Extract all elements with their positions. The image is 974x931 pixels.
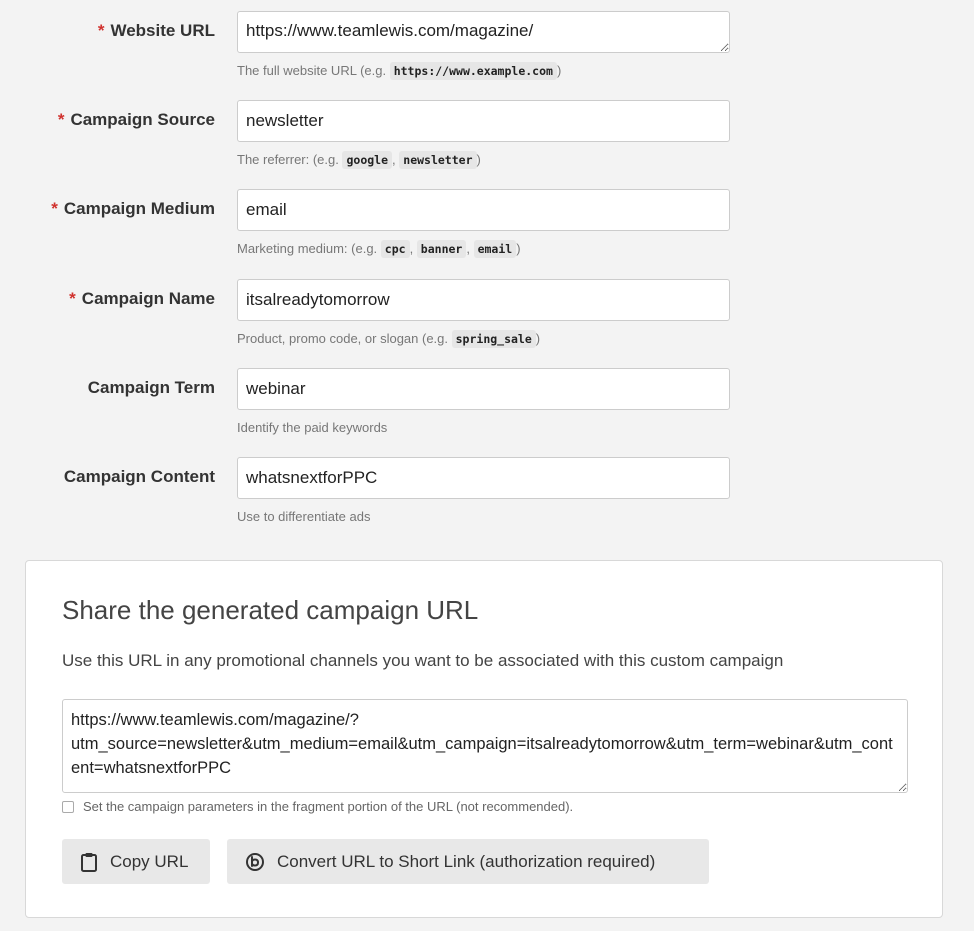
campaign-content-label: Campaign Content — [63, 467, 215, 486]
campaign-name-input[interactable] — [237, 279, 730, 321]
campaign-medium-input[interactable] — [237, 189, 730, 231]
campaign-term-label: Campaign Term — [87, 378, 215, 397]
share-panel — [25, 560, 943, 918]
share-description: Use this URL in any promotional channels you want to be associated with this custom campaign — [62, 651, 784, 670]
required-marker: * — [51, 199, 58, 218]
website-url-label: * Website URL — [97, 21, 215, 40]
campaign-name-row — [0, 279, 974, 359]
fragment-checkbox[interactable] — [62, 801, 74, 813]
campaign-name-label: * Campaign Name — [69, 289, 215, 308]
convert-short-link-button[interactable] — [227, 839, 709, 884]
required-marker: * — [97, 21, 105, 40]
website-url-row — [0, 11, 974, 91]
campaign-content-help: Use to differentiate ads — [237, 509, 371, 524]
copy-url-label: Copy URL — [110, 851, 189, 871]
campaign-medium-label: * Campaign Medium — [51, 199, 215, 218]
campaign-content-row — [0, 457, 974, 537]
required-marker: * — [69, 289, 76, 308]
website-url-input[interactable] — [237, 11, 730, 53]
fragment-option[interactable] — [62, 799, 573, 814]
campaign-name-help: Product, promo code, or slogan (e.g. spring_sale ) — [237, 331, 541, 346]
website-url-help: The full website URL (e.g. https://www.example.com ) — [237, 63, 562, 78]
campaign-term-help: Identify the paid keywords — [237, 420, 388, 435]
campaign-source-row — [0, 100, 974, 180]
fragment-label: Set the campaign parameters in the fragment portion of the URL (not recommended). — [83, 799, 574, 814]
campaign-source-help: The referrer: (e.g. google , newsletter ) — [237, 152, 481, 167]
campaign-term-row — [0, 368, 974, 448]
campaign-medium-row — [0, 189, 974, 269]
required-marker: * — [57, 110, 65, 129]
generated-url-output[interactable] — [62, 699, 908, 793]
copy-url-button[interactable] — [62, 839, 210, 884]
clipboard-icon — [80, 852, 98, 872]
campaign-term-input[interactable] — [237, 368, 730, 410]
campaign-medium-help: Marketing medium: (e.g. cpc , banner , email ) — [237, 241, 521, 256]
share-title: Share the generated campaign URL — [62, 595, 479, 625]
convert-short-link-label: Convert URL to Short Link (authorization required) — [277, 851, 656, 871]
campaign-source-input[interactable] — [237, 100, 730, 142]
link-shortener-icon — [245, 852, 265, 872]
campaign-source-label: * Campaign Source — [57, 110, 215, 129]
campaign-content-input[interactable] — [237, 457, 730, 499]
